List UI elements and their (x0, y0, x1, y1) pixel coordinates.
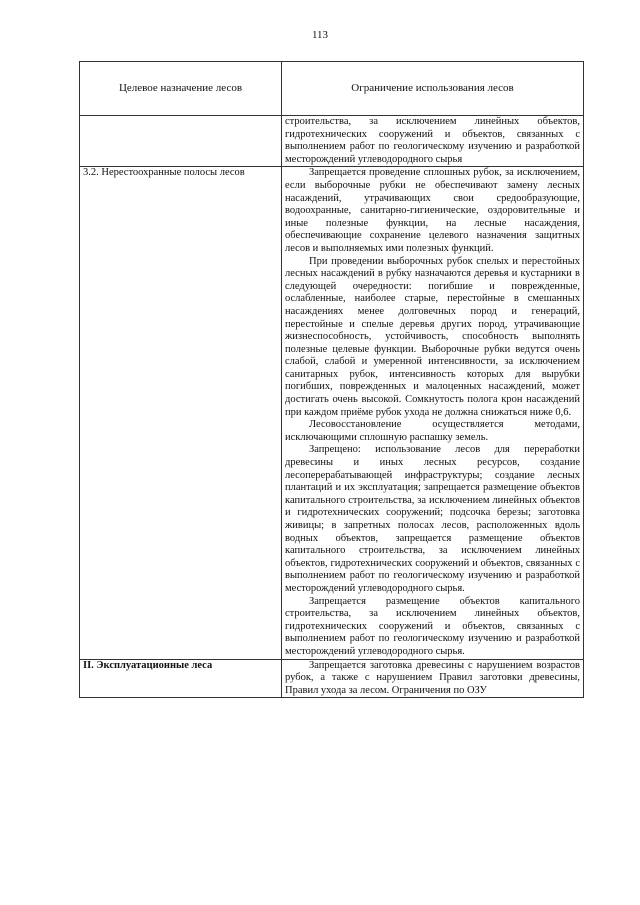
forest-purpose-cell: 3.2. Нерестоохранные полосы лесов (80, 167, 282, 659)
restriction-paragraph: При проведении выборочных рубок спелых и перестойных лесных насаждений в рубку назначаются деревья и кустарники в следующей очередности: погибшие и поврежденные, ослабленные, наиболее старые, перестойные в смешанных насаждениях менее долговечных пород и генераций, перестойные и спелые деревья других пород, утрачивающие жизнеспособность, устойчивость, способность выполнять полезные целевые функции. Выборочные рубки ведутся очень слабой, слабой и умеренной интенсивности, за исключением санитарных рубок, интенсивность которых для вырубки погибших, поврежденных и малоценных насаждений, может достигать очень высокой. Сомкнутость полога крон насаждений при каждом приёме рубок ухода не должна снижаться ниже 0,6. (285, 255, 580, 418)
table-header-row (80, 62, 584, 116)
restriction-paragraph: Запрещается заготовка древесины с нарушением возрастов рубок, а также с нарушением Правил заготовки древесины, Правил ухода за лесом. Ограничения по ОЗУ (285, 659, 580, 696)
usage-restriction-cell (282, 659, 584, 698)
restriction-paragraph: Лесовосстановление осуществляется методами, исключающими сплошную распашку земель. (285, 419, 580, 443)
forest-purpose-cell (80, 116, 282, 167)
usage-restriction-cell (282, 167, 584, 659)
table-row (80, 659, 584, 698)
restriction-paragraph: Запрещается размещение объектов капитального строительства, за исключением линейных объектов, гидротехнических сооружений и объектов, связанных с выполнением работ по геологическому изучению и разработкой месторождений углеводородного сырья. (285, 595, 580, 657)
table-row (80, 116, 584, 167)
header-forest-purpose: Целевое назначение лесов (80, 62, 282, 116)
table-row (80, 167, 584, 659)
header-usage-restriction: Ограничение использования лесов (282, 62, 584, 116)
restriction-paragraph: Запрещается проведение сплошных рубок, за исключением, если выборочные рубки не обеспечивают замену лесных насаждений, утрачивающих свои средообразующие, водоохранные, санитарно-гигиенические, оздоровительные и иные полезные функции, на лесные насаждения, обеспечивающие сохранение целевого назначения защитных лесов и выполняемых ими полезных функций. (285, 167, 580, 254)
usage-restriction-cell (282, 116, 584, 167)
forest-restrictions-table (79, 61, 584, 698)
forest-purpose-cell: II. Эксплуатационные леса (80, 659, 282, 698)
restriction-paragraph: строительства, за исключением линейных объектов, гидротехнических сооружений и объектов, связанных с выполнением работ по геологическому изучению и разработкой месторождений углеводородного сырья (285, 116, 580, 165)
page-number: 113 (311, 29, 329, 41)
restriction-paragraph: Запрещено: использование лесов для переработки древесины и иных лесных ресурсов, создание лесоперерабатывающей инфраструктуры; создание лесных плантаций и их эксплуатация; запрещается размещение объектов капитального строительства, за исключением линейных объектов и гидротехнических сооружений; подсочка березы; заготовка живицы; в запретных полосах лесов, расположенных вдоль водных объектов, запрещается размещение объектов капитального строительства, за исключением линейных объектов, гидротехнических сооружений и объектов, связанных с выполнением работ по геологическому изучению и разработкой месторождений углеводородного сырья. (285, 444, 580, 594)
